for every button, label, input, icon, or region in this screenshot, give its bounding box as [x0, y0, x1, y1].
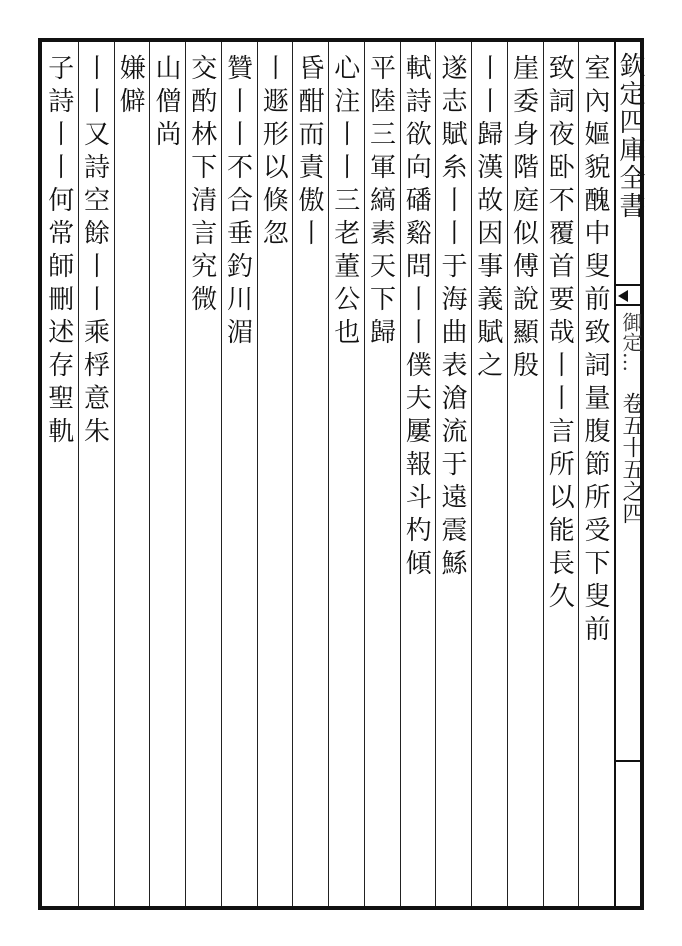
fishtail-mark-icon — [614, 284, 644, 306]
text-column: 丨丨歸漢故因事義賦之 — [471, 42, 507, 906]
text-column: 崖委身階庭似傅說顯殷 — [507, 42, 543, 906]
text-column: 室內嫗貌醜中叟前致詞量腹節所受下叟前 — [578, 42, 614, 906]
volume-label: 卷五十五之四 — [619, 392, 644, 524]
page-mark — [614, 760, 644, 762]
text-column: 交酌林下清言究微 — [185, 42, 221, 906]
text-column: 嫌僻 — [114, 42, 150, 906]
book-subtitle: 御定… — [619, 312, 643, 372]
text-column: 丨丨又詩空餘丨丨乘桴意朱 — [78, 42, 114, 906]
text-body — [42, 42, 614, 906]
text-column: 昏酣而責傲丨 — [292, 42, 328, 906]
text-column: 贊丨丨不合垂釣川湄 — [221, 42, 257, 906]
text-column: 致詞夜卧不覆首要哉丨丨言所以能長久 — [543, 42, 579, 906]
book-title: 欽定四庫全書 — [615, 52, 645, 220]
text-column: 子詩丨丨何常師刪述存聖軌 — [43, 54, 74, 450]
text-column: 遂志賦糸丨丨于海曲表滄流于遠震鯀 — [435, 42, 471, 906]
text-column: 山僧尚 — [149, 42, 185, 906]
text-column: 心注丨丨三老董公也 — [328, 42, 364, 906]
text-column: 軾詩欲向磻谿問丨丨僕夫屢報斗杓傾 — [400, 42, 436, 906]
text-column: 丨遯形以倏忽 — [257, 42, 293, 906]
text-column: 平陸三軍縞素天下歸 — [364, 42, 400, 906]
